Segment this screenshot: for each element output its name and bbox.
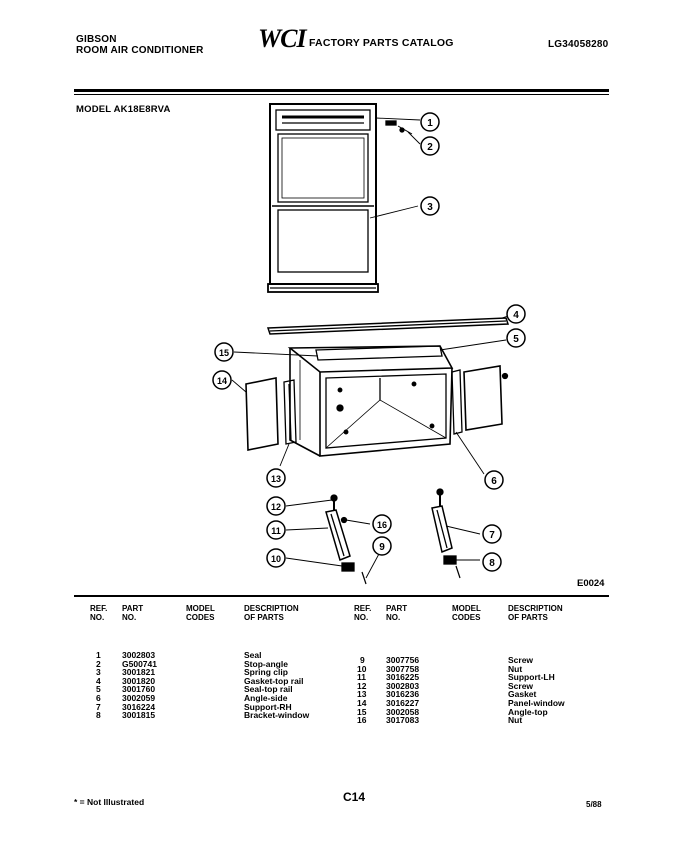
header-desc-left: DESCRIPTION OF PARTS xyxy=(244,604,299,622)
table-top-rule xyxy=(74,595,609,597)
callout-label-14: 14 xyxy=(216,376,228,386)
catalog-code: LG34058280 xyxy=(548,39,609,50)
figure-code: E0024 xyxy=(577,578,605,589)
model-label: MODEL AK18E8RVA xyxy=(76,104,171,115)
header-ref-right: REF. NO. xyxy=(354,604,372,622)
header-ref-left: REF. NO. xyxy=(90,604,108,622)
wci-logo: WCI xyxy=(258,24,306,53)
callout-label-1: 1 xyxy=(427,118,433,129)
callout-label-8: 8 xyxy=(489,558,495,569)
header-model-right: MODEL CODES xyxy=(452,604,481,622)
brand-name: GIBSON xyxy=(76,34,117,45)
page-number: C14 xyxy=(343,790,366,804)
header-desc-right: DESCRIPTION OF PARTS xyxy=(508,604,563,622)
callout-label-12: 12 xyxy=(270,502,282,512)
revision-date: 5/88 xyxy=(586,800,602,809)
callout-label-4: 4 xyxy=(513,310,519,321)
header-part-right: PART NO. xyxy=(386,604,408,622)
callout-label-7: 7 xyxy=(489,530,495,541)
callout-label-9: 9 xyxy=(379,542,385,553)
callout-label-10: 10 xyxy=(270,554,282,564)
callout-label-6: 6 xyxy=(491,476,497,487)
callout-label-15: 15 xyxy=(218,348,230,358)
callout-label-16: 16 xyxy=(376,520,388,530)
header-model-left: MODEL CODES xyxy=(186,604,215,622)
header-part-left: PART NO. xyxy=(122,604,144,622)
not-illustrated-note: * = Not Illustrated xyxy=(74,797,145,807)
callout-label-3: 3 xyxy=(427,202,433,213)
callout-label-2: 2 xyxy=(427,142,433,153)
callout-label-13: 13 xyxy=(270,474,282,484)
callout-label-11: 11 xyxy=(271,526,281,536)
product-name: ROOM AIR CONDITIONER xyxy=(76,45,204,56)
catalog-title: FACTORY PARTS CATALOG xyxy=(309,37,454,49)
callout-label-5: 5 xyxy=(513,334,519,345)
